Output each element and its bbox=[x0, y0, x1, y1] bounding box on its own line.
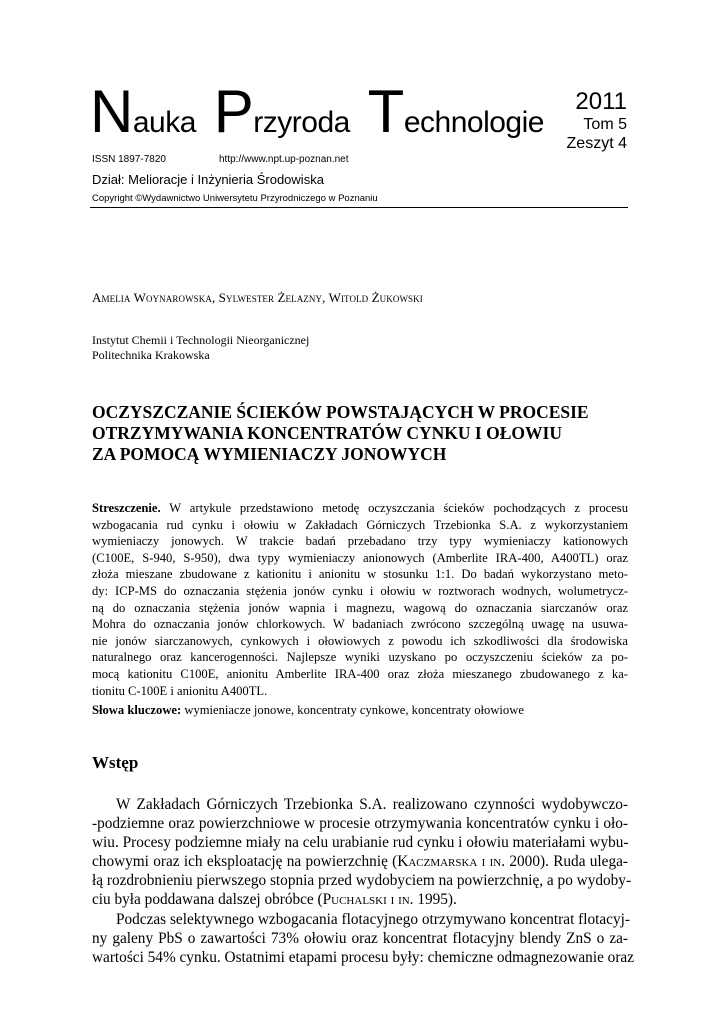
abstract-line: dy: ICP-MS do oznaczania stężenia jonów cynku i ołowiu w roztworach wodnych, wolumetrycz- bbox=[92, 583, 628, 598]
abstract bbox=[92, 500, 628, 699]
section-heading: Wstęp bbox=[92, 753, 139, 772]
abstract-line: wymieniaczy jonowych. W trakcie badań przebadano trzy typy wymieniaczy kationowych bbox=[92, 534, 628, 549]
body-line: -podziemne oraz powierzchniowe w procesie otrzymywania koncentratów cynku i oło- bbox=[92, 815, 628, 833]
authors: Amelia Woynarowska, Sylwester Żelazny, Witold Żukowski bbox=[92, 290, 423, 305]
journal-word-3: Technologie bbox=[367, 78, 544, 145]
abstract-line: Streszczenie. W artykule przedstawiono metodę oczyszczania ścieków pochodzących z procesu bbox=[92, 501, 628, 515]
abstract-line: tionitu C-100E i anionitu A400TL. bbox=[92, 683, 268, 698]
abstract-line: ną do oznaczania stężenia jonów wapnia i magnezu, wagową do oznaczania siarczanów oraz bbox=[92, 600, 628, 615]
citation: Puchalski i in. bbox=[322, 891, 414, 909]
journal-url[interactable]: http://www.npt.up-poznan.net bbox=[219, 154, 349, 165]
journal-title bbox=[90, 78, 554, 145]
body-line: ny galeny PbS o zawartości 73% ołowiu oraz koncentrat flotacyjny blendy ZnS o za- bbox=[92, 930, 628, 948]
abstract-label: Streszczenie. bbox=[92, 501, 161, 515]
body-paragraph-2 bbox=[92, 910, 635, 967]
body-line: ciu była poddawana dalszej obróbce (Puchalski i in. 1995). bbox=[92, 891, 457, 909]
body-line: wiu. Procesy podziemne miały na celu urabianie rud cynku i ołowiu materiałami wybu- bbox=[92, 834, 629, 852]
title-line: OTRZYMYWANIA KONCENTRATÓW CYNKU I OŁOWIU bbox=[92, 423, 562, 443]
copyright: Copyright ©Wydawnictwo Uniwersytetu Przyrodniczego w Poznaniu bbox=[92, 193, 378, 204]
body-line: chowymi oraz ich eksploatację na powierzchnię (Kaczmarska i in. 2000). Ruda ulega- bbox=[92, 853, 628, 871]
body-line: łą rozdrobnieniu pierwszego stopnia przed wydobyciem na powierzchnię, a po wydoby- bbox=[92, 872, 632, 890]
abstract-line: wzbogacania rud cynku i ołowiu w Zakładach Górniczych Trzebionka S.A. z wykorzystaniem bbox=[92, 517, 628, 532]
article-title bbox=[92, 402, 632, 465]
section-label: Dział: Melioracje i Inżynieria Środowiska bbox=[92, 172, 324, 187]
abstract-line: nie jonów siarczanowych, cynkowych i ołowiowych z powodu ich szkodliwości dla środowiska bbox=[92, 633, 628, 648]
citation: Kaczmarska i in. bbox=[397, 853, 506, 871]
journal-volume: Tom 5 bbox=[583, 116, 627, 133]
body-paragraph-1 bbox=[92, 795, 632, 910]
journal-word-1: Nauka bbox=[90, 78, 196, 145]
keywords-list: wymieniacze jonowe, koncentraty cynkowe, koncentraty ołowiowe bbox=[181, 703, 524, 717]
institution-line-1: Instytut Chemii i Technologii Nieorganicznej bbox=[92, 333, 310, 347]
journal-word-2: Przyroda bbox=[213, 78, 350, 145]
title-line: ZA POMOCĄ WYMIENIACZY JONOWYCH bbox=[92, 444, 447, 464]
abstract-line: złoża mieszane zbudowane z kationitu i anionitu w stosunku 1:1. Do badań wykorzystano meto- bbox=[92, 567, 628, 582]
body-line: W Zakładach Górniczych Trzebionka S.A. realizowano czynności wydobywczo- bbox=[116, 796, 628, 813]
abstract-line: (C100E, S-940, S-950), dwa typy wymieniaczy anionowych (Amberlite IRA-400, A400TL) oraz bbox=[92, 550, 628, 565]
issn: ISSN 1897-7820 bbox=[92, 154, 166, 165]
body-line: Podczas selektywnego wzbogacania flotacyjnego otrzymywano koncentrat flotacyj- bbox=[116, 911, 630, 928]
abstract-line: naturalnego oraz kancerogenności. Najlepsze wyniki uzyskano po oczyszczeniu ścieków za po- bbox=[92, 650, 628, 665]
body-line: wartości 54% cynku. Ostatnimi etapami procesu były: chemiczne odmagnezowanie oraz bbox=[92, 949, 635, 967]
abstract-line: Mohra do oznaczania jonów chlorkowych. W badaniach zwrócono szczególną uwagę na usuwa- bbox=[92, 617, 628, 632]
journal-issue: Zeszyt 4 bbox=[566, 135, 627, 152]
title-line: OCZYSZCZANIE ŚCIEKÓW POWSTAJĄCYCH W PROCESIE bbox=[92, 402, 589, 422]
keywords bbox=[92, 703, 524, 718]
header-divider bbox=[90, 207, 628, 208]
keywords-label: Słowa kluczowe: bbox=[92, 703, 182, 717]
abstract-line: mocą kationitu C100E, anionitu Amberlite IRA-400 oraz złoża mieszanego zbudowanego z ka- bbox=[92, 666, 628, 681]
institution-line-2: Politechnika Krakowska bbox=[92, 348, 210, 362]
journal-year: 2011 bbox=[575, 88, 627, 115]
